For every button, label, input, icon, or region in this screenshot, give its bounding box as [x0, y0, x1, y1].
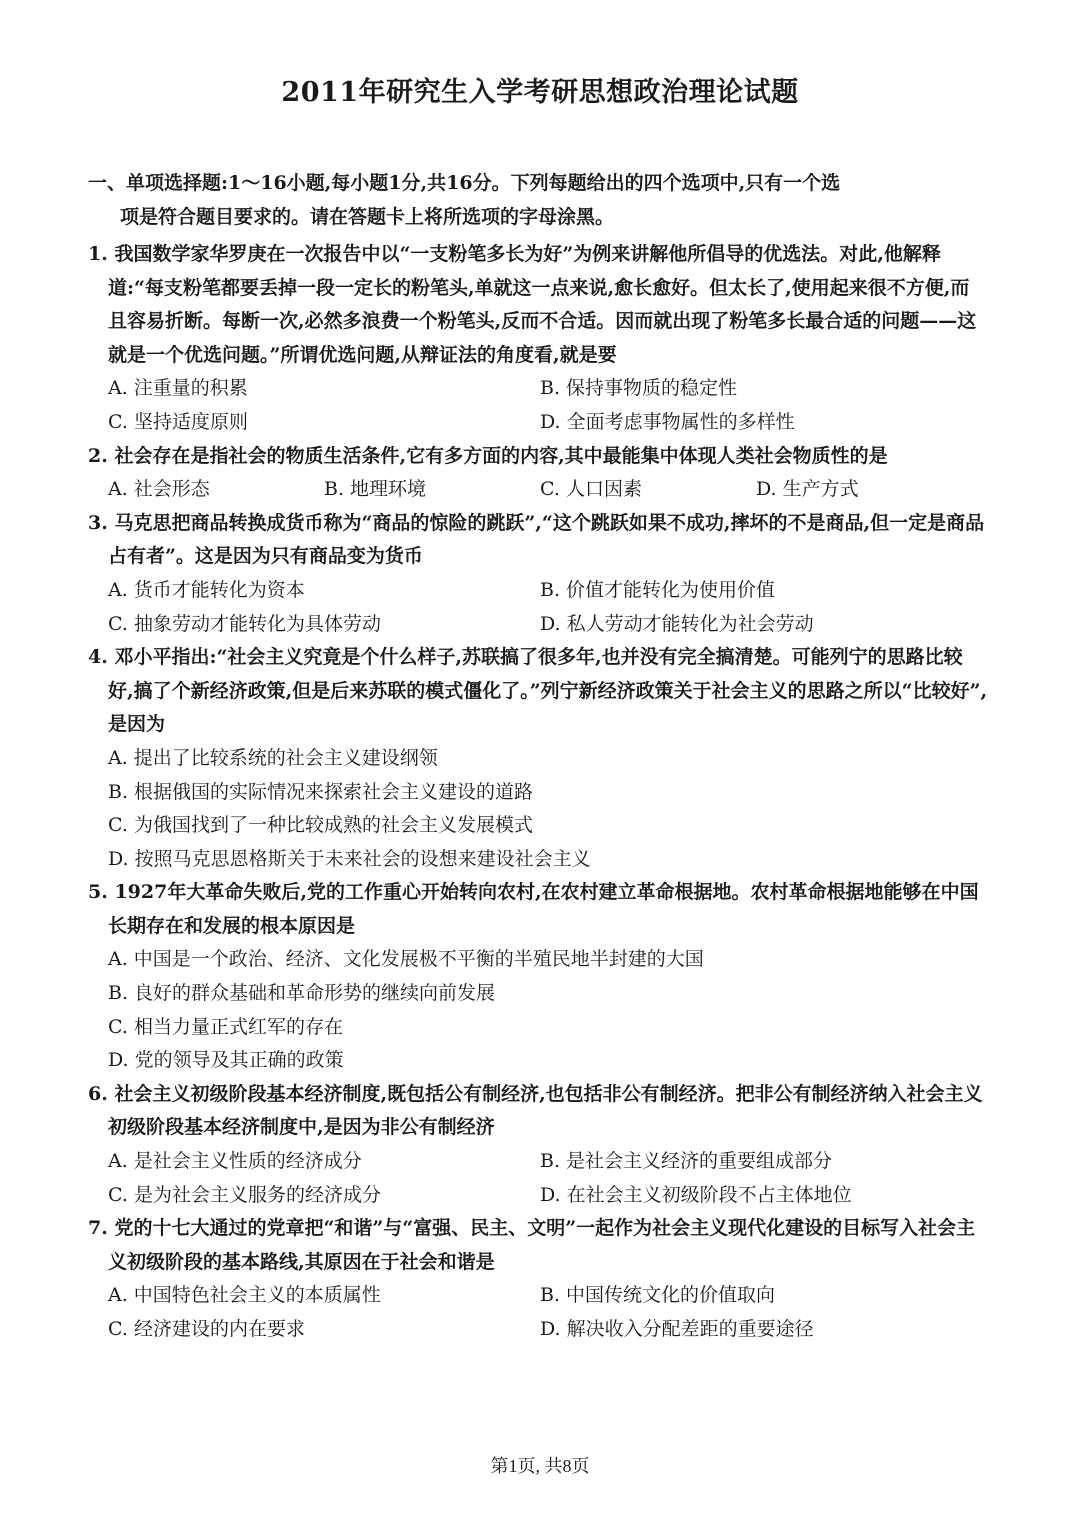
- section-instructions: [88, 166, 988, 234]
- option-list: [88, 1279, 988, 1346]
- question-7: [88, 1212, 988, 1346]
- option-a: A. 货币才能转化为资本: [108, 578, 305, 601]
- page-title: 2011年研究生入学考研思想政治理论试题: [281, 77, 799, 108]
- question-6: [88, 1078, 988, 1212]
- option-a: A. 是社会主义性质的经济成分: [108, 1150, 362, 1173]
- option-b: B. 地理环境: [324, 478, 427, 501]
- section-instructions-line-1: 一、单项选择题:1～16小题,每小题1分,共16分。下列每题给出的四个选项中,只有一个选: [88, 172, 841, 194]
- option-b: B. 根据俄国的实际情况来探索社会主义建设的道路: [108, 780, 534, 803]
- option-d: D. 解决收入分配差距的重要途径: [540, 1318, 814, 1340]
- option-c: C. 抽象劳动才能转化为具体劳动: [108, 612, 381, 635]
- question-4: [88, 641, 988, 876]
- option-c: C. 坚持适度原则: [108, 410, 248, 433]
- option-d: D. 私人劳动才能转化为社会劳动: [540, 612, 814, 635]
- option-d: D. 生产方式: [756, 478, 859, 501]
- question-2: [88, 440, 988, 507]
- option-a: A. 社会形态: [108, 478, 210, 501]
- page-number: 第1页, 共8页: [490, 1456, 590, 1476]
- question-stem: 4. 邓小平指出:“社会主义究竟是个什么样子,苏联搞了很多年,也并没有完全搞清楚。可能列宁的思路比较好,搞了个新经济政策,但是后来苏联的模式僵化了。”列宁新经济政策关于社会主义的思路之所以“比较好”,是因为: [88, 646, 988, 736]
- option-c: C. 是为社会主义服务的经济成分: [108, 1183, 381, 1206]
- option-a: A. 提出了比较系统的社会主义建设纲领: [108, 746, 438, 769]
- option-d: D. 党的领导及其正确的政策: [108, 1049, 344, 1072]
- question-stem: 7. 党的十七大通过的党章把“和谐”与“富强、民主、文明”一起作为社会主义现代化建设的目标写入社会主义初级阶段的基本路线,其原因在于社会和谐是: [88, 1217, 976, 1273]
- option-list: [88, 473, 988, 507]
- question-1: [88, 238, 988, 440]
- question-stem: 2. 社会存在是指社会的物质生活条件,它有多方面的内容,其中最能集中体现人类社会物质性的是: [88, 444, 888, 467]
- option-a: A. 中国特色社会主义的本质属性: [108, 1284, 381, 1307]
- question-stem: 1. 我国数学家华罗庚在一次报告中以“一支粉笔多长为好”为例来讲解他所倡导的优选法。对此,他解释道:“每支粉笔都要丢掉一段一定长的粉笔头,单就这一点来说,愈长愈好。但太长了,使用起来很不方便,而且容易折断。每断一次,必然多浪费一个粉笔头,反而不合适。因而就出现了粉笔多长最合适的问题——这就是一个优选问题。”所谓优选问题,从辩证法的角度看,就是要: [88, 243, 977, 366]
- option-c: C. 为俄国找到了一种比较成熟的社会主义发展模式: [108, 814, 533, 837]
- option-a: A. 注重量的积累: [108, 377, 248, 400]
- option-b: B. 良好的群众基础和革命形势的继续向前发展: [108, 982, 496, 1005]
- option-list: [88, 943, 988, 1077]
- option-b: B. 保持事物质的稳定性: [540, 377, 738, 400]
- option-list: [88, 372, 988, 439]
- question-stem: 5. 1927年大革命失败后,党的工作重心开始转向农村,在农村建立革命根据地。农村革命根据地能够在中国长期存在和发展的根本原因是: [88, 881, 979, 937]
- option-b: B. 中国传统文化的价值取向: [540, 1284, 776, 1307]
- option-d: D. 全面考虑事物属性的多样性: [540, 410, 795, 433]
- option-a: A. 中国是一个政治、经济、文化发展极不平衡的半殖民地半封建的大国: [108, 948, 704, 971]
- option-list: [88, 574, 988, 641]
- option-d: D. 按照马克思恩格斯关于未来社会的设想来建设社会主义: [108, 847, 591, 870]
- option-c: C. 经济建设的内在要求: [108, 1318, 305, 1340]
- option-c: C. 相当力量正式红军的存在: [108, 1015, 343, 1038]
- option-list: [88, 742, 988, 876]
- question-list: [88, 238, 988, 1347]
- option-b: B. 是社会主义经济的重要组成部分: [540, 1150, 833, 1173]
- question-5: [88, 876, 988, 1078]
- option-d: D. 在社会主义初级阶段不占主体地位: [540, 1183, 852, 1206]
- question-stem: 3. 马克思把商品转换成货币称为“商品的惊险的跳跃”,“这个跳跃如果不成功,摔坏的不是商品,但一定是商品占有者”。这是因为只有商品变为货币: [88, 511, 985, 568]
- question-3: [88, 507, 988, 641]
- option-c: C. 人口因素: [540, 478, 642, 501]
- question-stem: 6. 社会主义初级阶段基本经济制度,既包括公有制经济,也包括非公有制经济。把非公有制经济纳入社会主义初级阶段基本经济制度中,是因为非公有制经济: [88, 1082, 983, 1139]
- option-b: B. 价值才能转化为使用价值: [540, 578, 776, 601]
- section-instructions-line-2: 项是符合题目要求的。请在答题卡上将所选项的字母涂黑。: [120, 206, 615, 228]
- option-list: [88, 1145, 988, 1212]
